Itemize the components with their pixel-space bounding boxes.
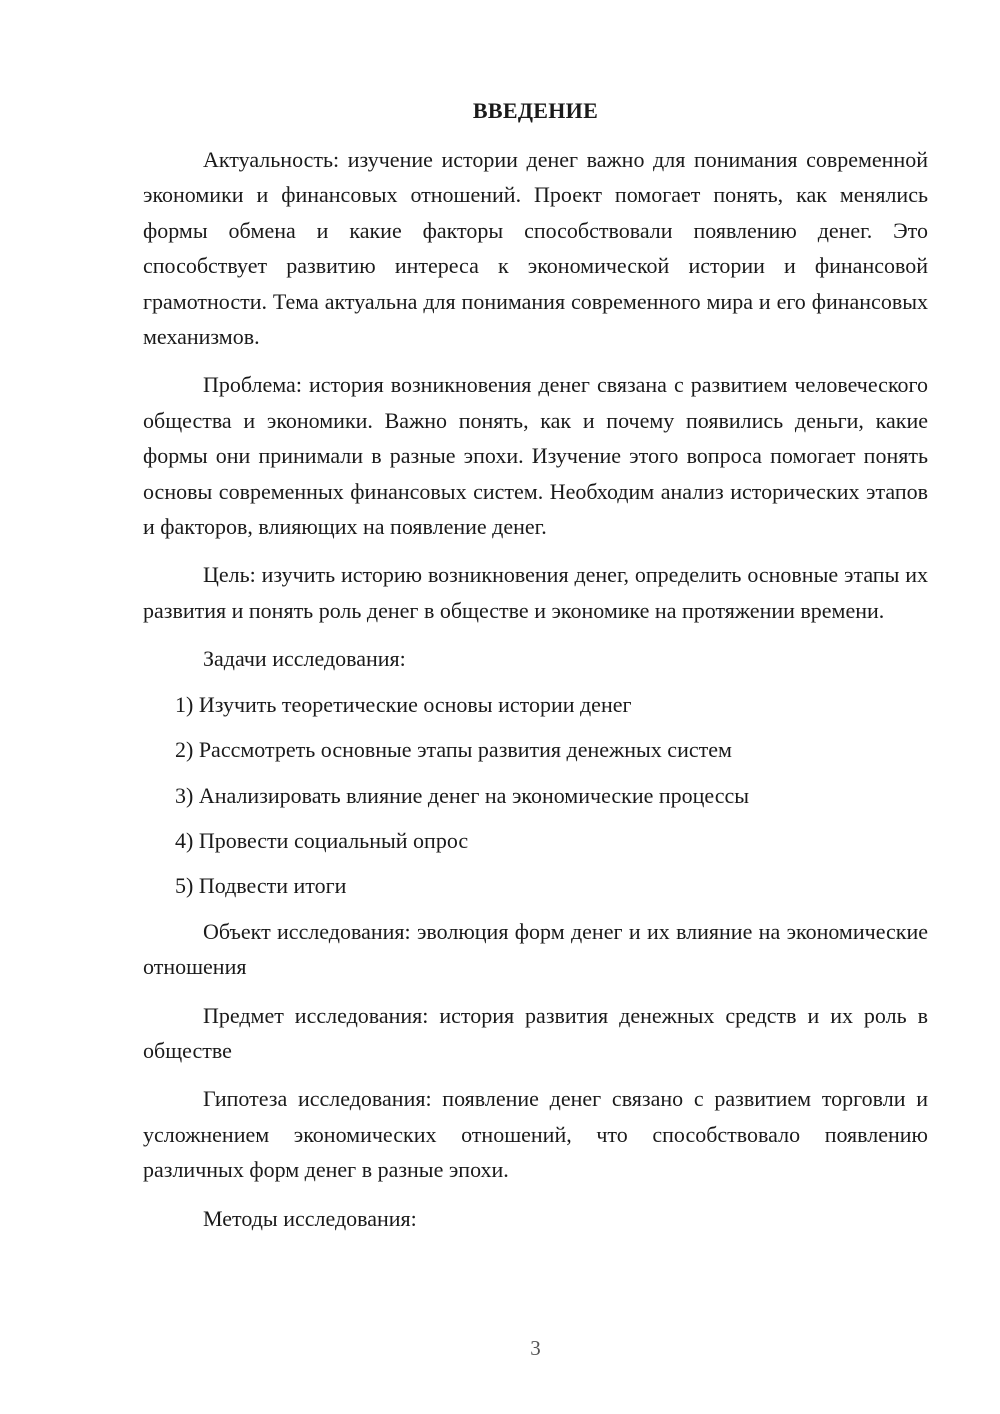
- tasks-list: [143, 687, 928, 904]
- page-title: ВВЕДЕНИЕ: [472, 98, 599, 123]
- methods-heading: Методы исследования:: [203, 1205, 417, 1231]
- list-item: 3) Анализировать влияние денег на экономические процессы: [175, 782, 750, 808]
- goal-paragraph: Цель: изучить историю возникновения денег, определить основные этапы их развития и понять роль денег в обществе и экономике на протяжении времени.: [143, 562, 928, 623]
- object-paragraph: Объект исследования: эволюция форм денег и их влияние на экономические отношения: [143, 918, 928, 980]
- problem-paragraph: Проблема: история возникновения денег связана с развитием человеческого общества и экономики. Важно понять, как и почему появились деньги, какие формы они принимали в разные эпохи. Изучение этого вопроса помогает понять основы современных финансовых систем. Необходим анализ исторических этапов и факторов, влияющих на появление денег.: [143, 372, 928, 540]
- subject-paragraph: Предмет исследования: история развития денежных средств и их роль в обществе: [143, 1002, 928, 1063]
- list-item: 1) Изучить теоретические основы истории денег: [175, 691, 632, 717]
- document-page: [143, 0, 928, 1414]
- list-item: 4) Провести социальный опрос: [175, 827, 469, 853]
- list-item: 5) Подвести итоги: [175, 873, 347, 899]
- relevance-paragraph: Актуальность: изучение истории денег важно для понимания современной экономики и финансовых отношений. Проект помогает понять, как менялись формы обмена и какие факторы способствовали появлению денег. Это способствует развитию интереса к экономической истории и финансовой грамотности. Тема актуальна для понимания современного мира и его финансовых механизмов.: [143, 147, 928, 350]
- tasks-heading: Задачи исследования:: [203, 646, 406, 672]
- list-item: 2) Рассмотреть основные этапы развития денежных систем: [175, 737, 732, 763]
- document-body: [143, 142, 928, 1249]
- hypothesis-paragraph: Гипотеза исследования: появление денег связано с развитием торговли и усложнением экономических отношений, что способствовало появлению различных форм денег в разные эпохи.: [143, 1086, 928, 1183]
- page-number: 3: [530, 1336, 541, 1360]
